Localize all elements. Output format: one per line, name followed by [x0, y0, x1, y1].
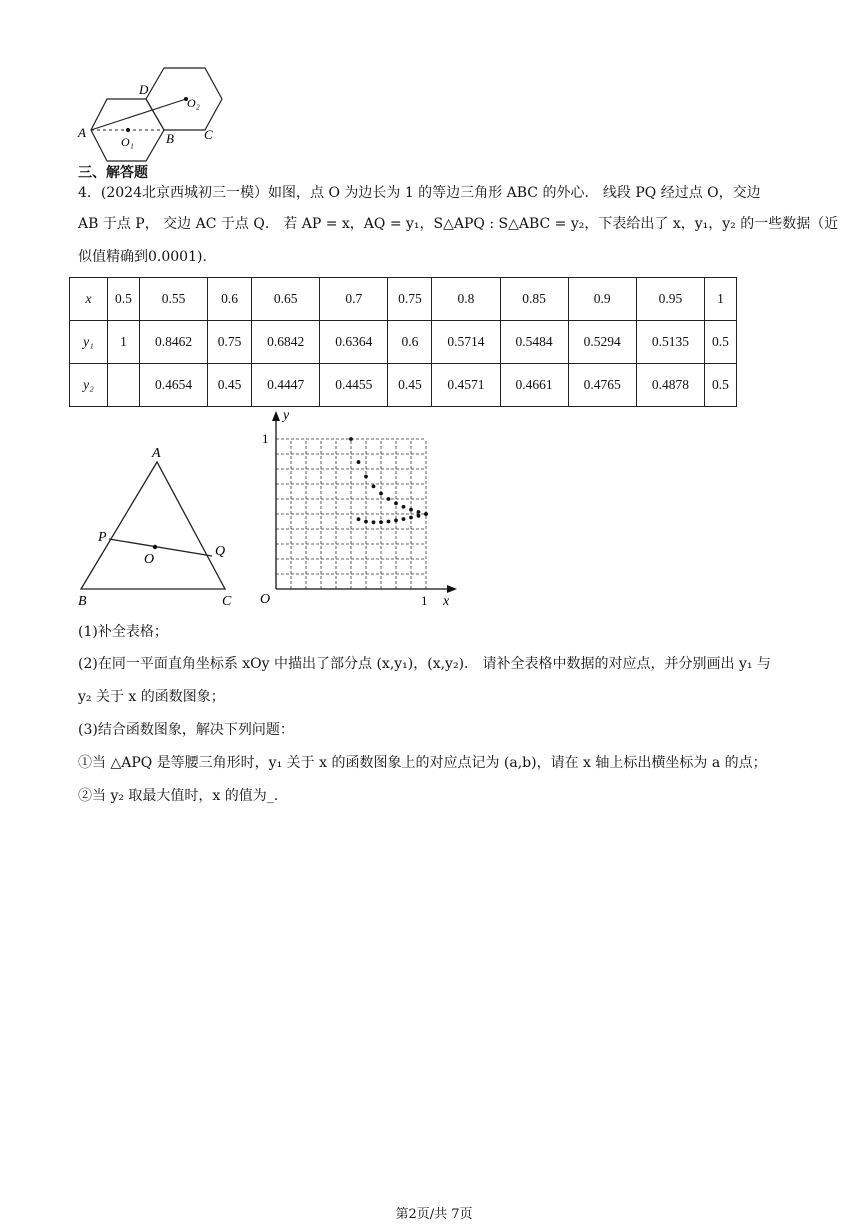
table-cell: 0.6364: [320, 321, 388, 364]
hexagon-figure: [70, 60, 240, 165]
data-point-series-1: [379, 492, 383, 496]
point-o: [153, 545, 157, 549]
table-row: [70, 364, 737, 407]
table-cell: 0.85: [500, 278, 568, 321]
segment-pq: [109, 539, 212, 556]
table-cell: 0.4878: [636, 364, 704, 407]
table-cell: 0.55: [139, 278, 207, 321]
triangle-figure: [72, 440, 247, 610]
label-p: P: [98, 530, 107, 545]
table-cell: 1: [704, 278, 736, 321]
table-row: [70, 321, 737, 364]
label-o1: O₁: [121, 135, 134, 149]
triangle-abc: [81, 462, 225, 589]
table-cell: 0.6: [388, 321, 432, 364]
y-axis-label: y: [283, 408, 290, 423]
x-axis-label: x: [443, 594, 450, 609]
x-axis-arrow: [447, 585, 457, 593]
table-cell: 0.4654: [139, 364, 207, 407]
problem-line-1: 4．(2024北京西城初三一模）如图，点 O 为边长为 1 的等边三角形 ABC 的外心． 线段 PQ 经过点 O，交边: [78, 185, 761, 201]
table-cell: 0.8462: [139, 321, 207, 364]
label-o2: O₂: [187, 96, 200, 110]
data-point-series-2: [394, 519, 398, 523]
label-a: A: [152, 446, 161, 461]
question-2-line-2: y₂ 关于 x 的函数图象；: [78, 689, 225, 705]
data-point-series-2: [424, 512, 428, 516]
coordinate-figure: [250, 405, 465, 610]
table-cell: 0.6842: [252, 321, 320, 364]
table-cell: 0.45: [388, 364, 432, 407]
table-cell: 0.4571: [432, 364, 500, 407]
question-1: (1)补全表格；: [78, 624, 168, 640]
x-tick-1: 1: [421, 593, 428, 608]
table-cell: 1: [108, 321, 140, 364]
table-cell: 0.5: [108, 278, 140, 321]
data-point-series-2: [379, 520, 383, 524]
table-cell: [108, 364, 140, 407]
data-point-series-2: [402, 517, 406, 521]
data-point-series-2: [357, 517, 361, 521]
data-point-series-1: [349, 437, 353, 441]
label-a: A: [78, 125, 86, 140]
table-cell: 0.5484: [500, 321, 568, 364]
table-cell: 0.5135: [636, 321, 704, 364]
point-o1: [126, 128, 130, 132]
label-c: C: [204, 127, 213, 142]
data-point-series-1: [357, 460, 361, 464]
problem-line-3: 似值精确到0.0001).: [78, 249, 207, 265]
table-cell: 0.4765: [568, 364, 636, 407]
table-cell: 0.5714: [432, 321, 500, 364]
label-b: B: [78, 594, 87, 609]
label-q: Q: [215, 544, 226, 559]
table-cell: 0.4455: [320, 364, 388, 407]
question-3-2: ②当 y₂ 取最大值时，x 的值为_.: [78, 788, 279, 804]
data-point-series-2: [364, 520, 368, 524]
table-cell: 0.5: [704, 364, 736, 407]
table-cell: 0.5294: [568, 321, 636, 364]
data-point-series-1: [402, 505, 406, 509]
table-cell: 0.6: [208, 278, 252, 321]
data-point-series-2: [409, 516, 413, 520]
section-heading: 三、解答题: [78, 165, 148, 181]
table-cell: 0.8: [432, 278, 500, 321]
row-header-y1: y₁: [70, 321, 108, 364]
data-point-series-1: [372, 484, 376, 488]
table-cell: 0.9: [568, 278, 636, 321]
table-cell: 0.65: [252, 278, 320, 321]
data-table: [69, 277, 737, 407]
row-header-x: x: [70, 278, 108, 321]
data-point-series-1: [409, 508, 413, 512]
label-b: B: [166, 131, 174, 146]
origin-label: O: [260, 592, 271, 607]
table-cell: 0.75: [388, 278, 432, 321]
table-cell: 0.4447: [252, 364, 320, 407]
scatter-points: [349, 437, 428, 524]
table-cell: 0.45: [208, 364, 252, 407]
data-point-series-1: [364, 475, 368, 479]
y-tick-1: 1: [262, 431, 269, 446]
data-point-series-1: [394, 501, 398, 505]
page-footer: 第2页/共 7页: [395, 1207, 473, 1222]
question-3-1: ①当 △APQ 是等腰三角形时，y₁ 关于 x 的函数图象上的对应点记为 (a,b)，请在 x 轴上标出横坐标为 a 的点；: [78, 755, 767, 771]
label-o: O: [144, 552, 155, 567]
problem-line-2: AB 于点 P， 交边 AC 于点 Q． 若 AP = x，AQ = y₁，S△APQ : S△ABC = y₂，下表给出了 x，y₁，y₂ 的一些数据（近: [78, 216, 839, 232]
data-point-series-1: [387, 497, 391, 501]
grid: [276, 439, 426, 589]
table-cell: 0.95: [636, 278, 704, 321]
data-point-series-2: [417, 514, 421, 518]
table-cell: 0.4661: [500, 364, 568, 407]
label-d: D: [139, 82, 149, 97]
table-cell: 0.5: [704, 321, 736, 364]
data-point-series-1: [417, 510, 421, 514]
label-c: C: [222, 594, 232, 609]
data-point-series-2: [372, 520, 376, 524]
data-point-series-2: [387, 520, 391, 524]
question-2-line-1: (2)在同一平面直角坐标系 xOy 中描出了部分点 (x,y₁)，(x,y₂)． 请补全表格中数据的对应点，并分别画出 y₁ 与: [78, 656, 771, 672]
y-axis-arrow: [272, 411, 280, 421]
row-header-y2: y₂: [70, 364, 108, 407]
question-3: (3)结合函数图象，解决下列问题：: [78, 722, 294, 738]
table-cell: 0.75: [208, 321, 252, 364]
table-cell: 0.7: [320, 278, 388, 321]
table-row: [70, 278, 737, 321]
